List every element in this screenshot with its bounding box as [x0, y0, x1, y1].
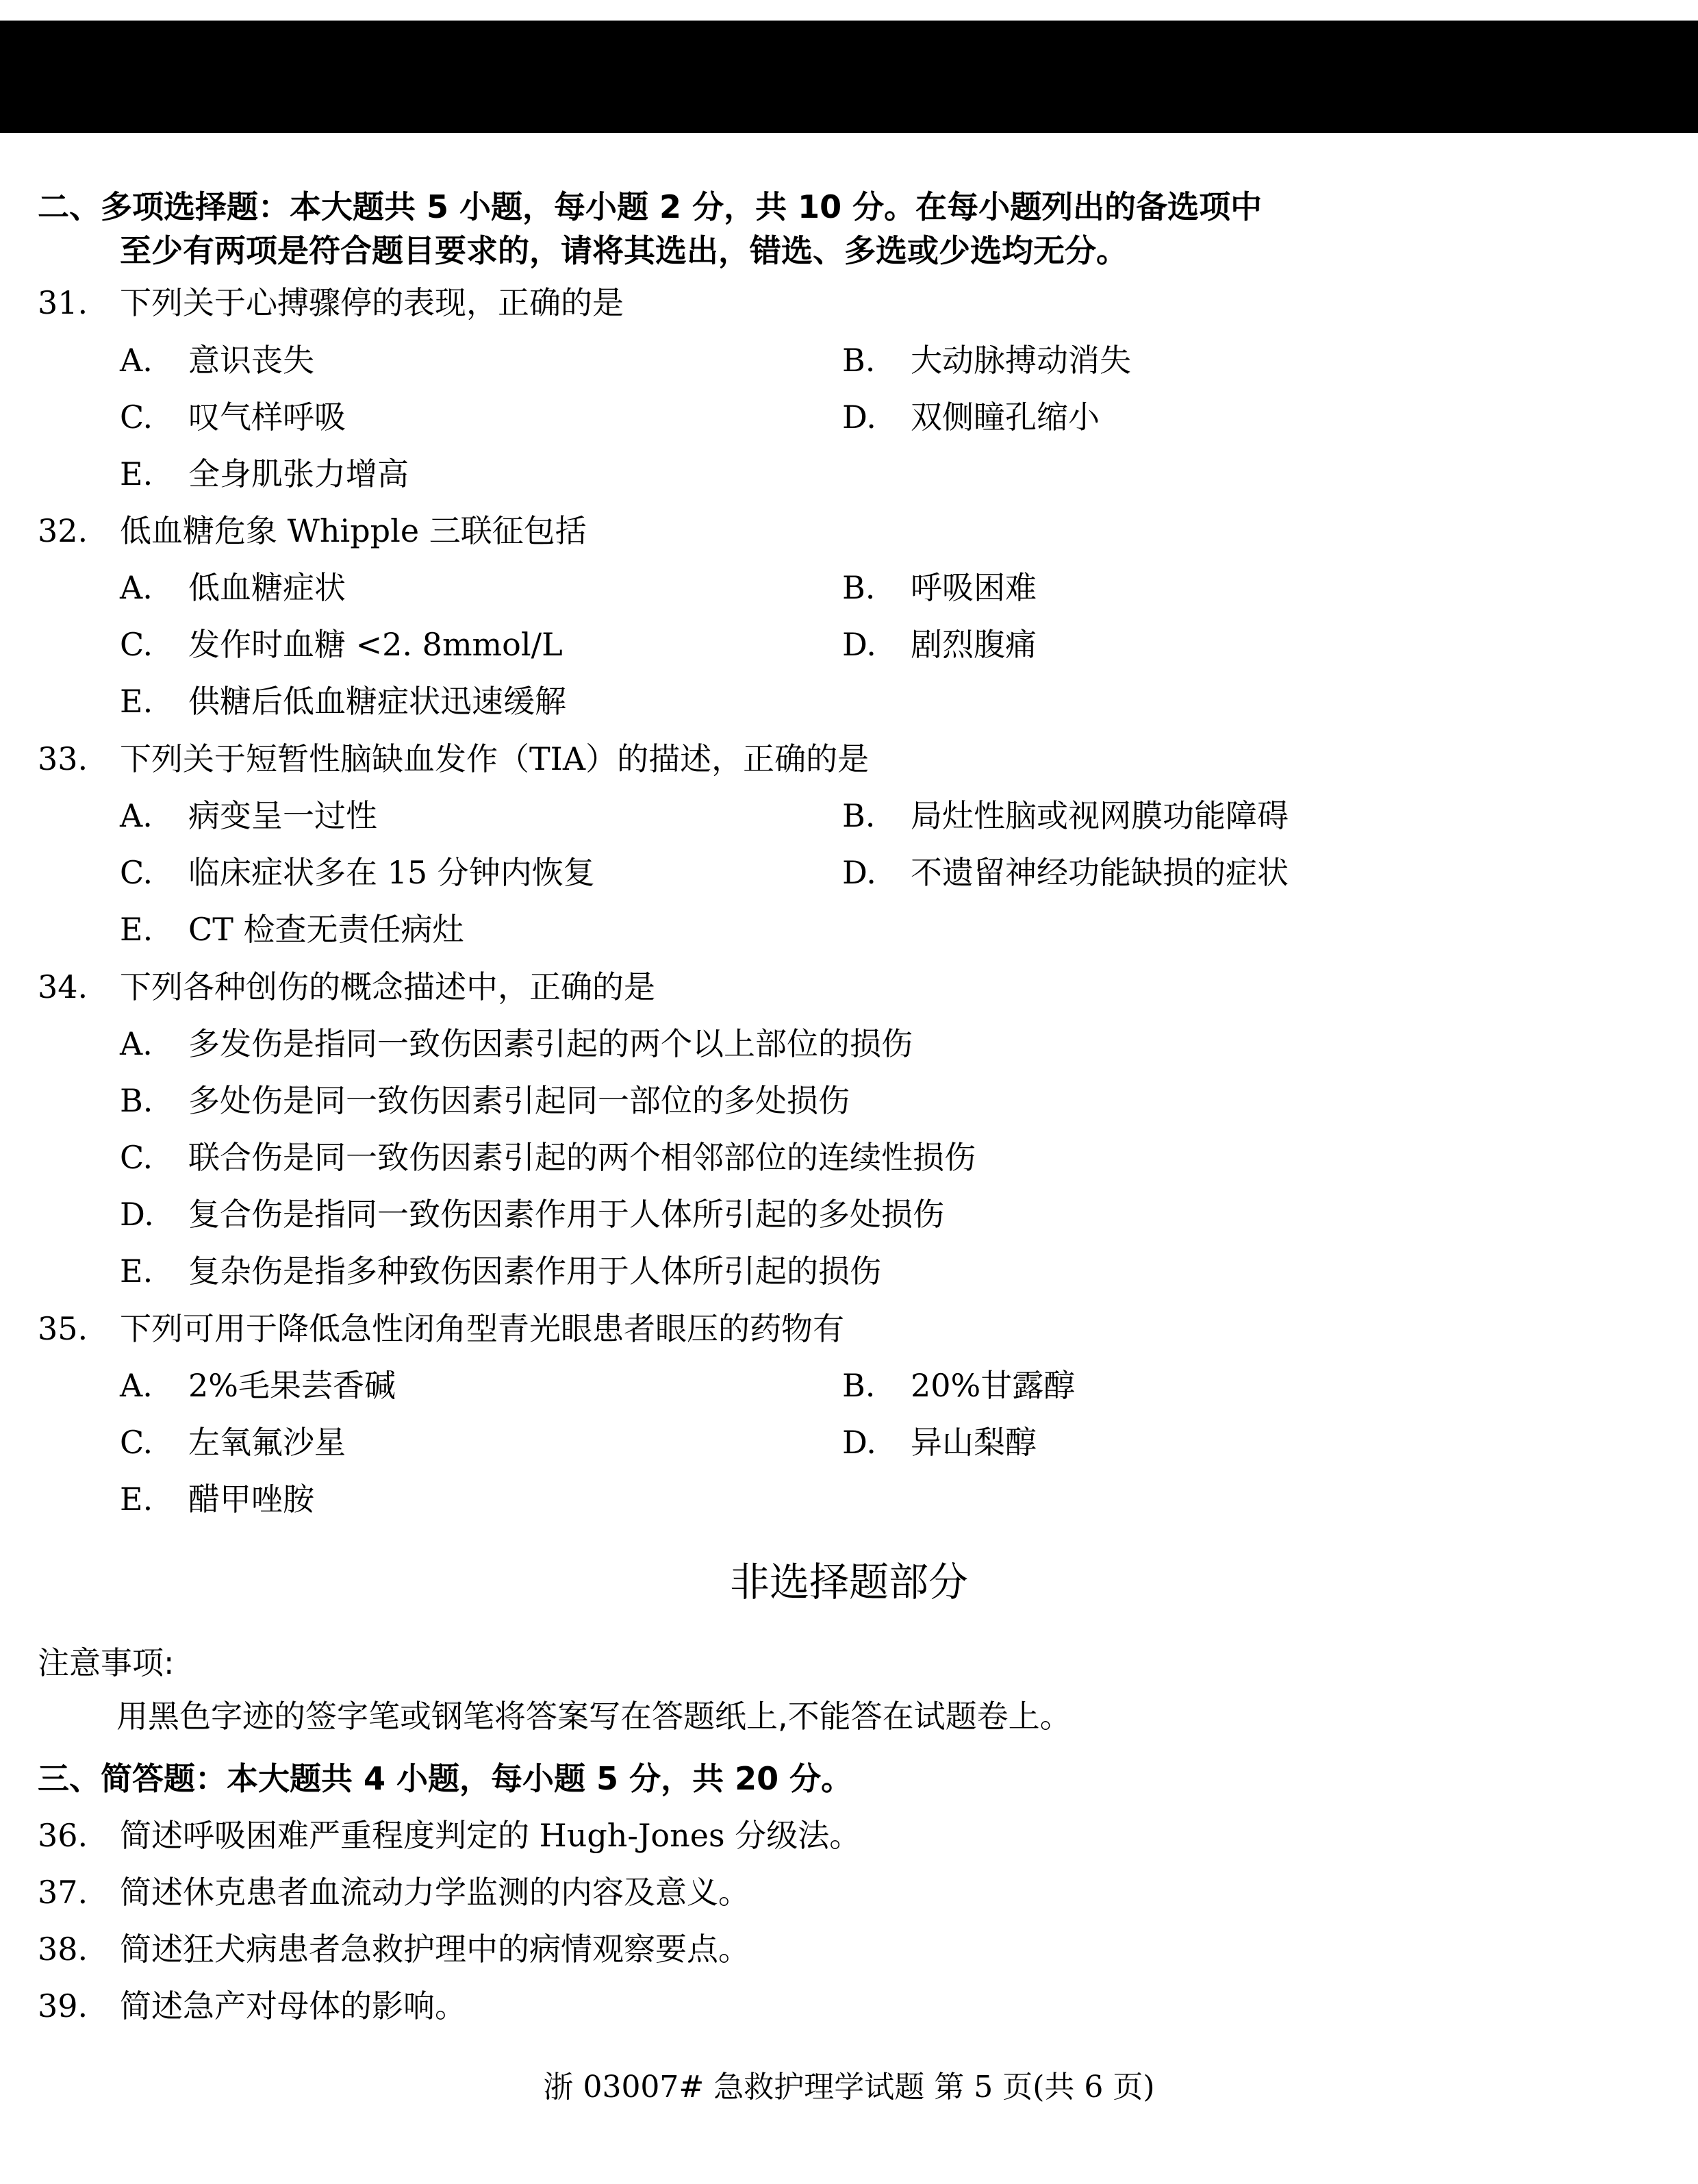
option-letter: D.: [842, 399, 876, 436]
option-letter: D.: [842, 854, 876, 891]
section2-heading-line2: 至少有两项是符合题目要求的，请将其选出，错选、多选或少选均无分。: [120, 232, 1128, 269]
option-letter: A.: [120, 1025, 153, 1062]
question-number: 33.: [38, 740, 88, 777]
option-text: 不遗留神经功能缺损的症状: [911, 854, 1289, 891]
option-32-d: [842, 624, 1037, 665]
option-33-c: [120, 852, 595, 893]
question-31: [38, 282, 624, 323]
section3-heading: 三、简答题：本大题共 4 小题，每小题 5 分，共 20 分。: [38, 1760, 853, 1797]
part2-title: 非选择题部分: [729, 1559, 968, 1605]
option-text: 低血糖症状: [188, 569, 346, 606]
option-32-a: [120, 567, 346, 608]
option-35-d: [842, 1422, 1037, 1463]
option-letter: A.: [120, 797, 153, 834]
option-text: 双侧瞳孔缩小: [911, 399, 1100, 436]
option-35-e: [120, 1479, 314, 1520]
option-text: 叹气样呼吸: [188, 399, 346, 436]
option-text: 剧烈腹痛: [911, 626, 1037, 663]
option-letter: D.: [842, 1424, 876, 1461]
option-letter: C.: [120, 626, 153, 663]
option-text: 醋甲唑胺: [188, 1481, 314, 1518]
option-text: 供糖后低血糖症状迅速缓解: [188, 683, 566, 720]
question-stem: 低血糖危象 Whipple 三联征包括: [120, 512, 587, 549]
question-39: [38, 1985, 466, 2026]
option-33-e: [120, 909, 464, 950]
question-35: [38, 1308, 844, 1349]
option-text: 20%甘露醇: [911, 1367, 1076, 1404]
question-number: 32.: [38, 512, 88, 549]
question-number: 31.: [38, 284, 88, 321]
notice-label: 注意事项:: [38, 1644, 175, 1681]
question-text: 简述呼吸困难严重程度判定的 Hugh-Jones 分级法。: [120, 1817, 861, 1854]
option-text: 呼吸困难: [911, 569, 1037, 606]
option-31-a: [120, 340, 314, 381]
option-text: CT 检查无责任病灶: [188, 911, 464, 948]
option-text: 复杂伤是指多种致伤因素作用于人体所引起的损伤: [188, 1253, 881, 1290]
question-number: 36.: [38, 1817, 88, 1854]
option-33-b: [842, 795, 1289, 836]
option-34-c: [120, 1137, 976, 1178]
option-letter: D.: [842, 626, 876, 663]
option-34-b: [120, 1080, 850, 1121]
question-number: 39.: [38, 1987, 88, 2024]
option-33-d: [842, 852, 1289, 893]
option-letter: E.: [120, 455, 153, 492]
option-32-e: [120, 681, 566, 722]
option-letter: C.: [120, 1424, 153, 1461]
option-letter: B.: [842, 1367, 876, 1404]
redaction-bar: [0, 21, 1698, 133]
option-letter: B.: [842, 797, 876, 834]
question-stem: 下列关于心搏骤停的表现，正确的是: [120, 284, 624, 321]
question-stem: 下列可用于降低急性闭角型青光眼患者眼压的药物有: [120, 1310, 844, 1347]
option-letter: E.: [120, 1481, 153, 1518]
option-letter: A.: [120, 342, 153, 379]
question-32: [38, 510, 587, 551]
option-letter: C.: [120, 1139, 153, 1176]
option-letter: C.: [120, 854, 153, 891]
question-number: 35.: [38, 1310, 88, 1347]
option-34-d: [120, 1194, 944, 1235]
option-31-d: [842, 397, 1100, 438]
question-36: [38, 1815, 861, 1856]
question-text: 简述休克患者血流动力学监测的内容及意义。: [120, 1874, 750, 1911]
option-34-e: [120, 1251, 881, 1292]
option-text: 2%毛果芸香碱: [188, 1367, 396, 1404]
option-35-b: [842, 1365, 1075, 1406]
option-text: 全身肌张力增高: [188, 455, 409, 492]
option-31-c: [120, 397, 346, 438]
question-stem: 下列各种创伤的概念描述中，正确的是: [120, 968, 655, 1005]
option-letter: E.: [120, 683, 153, 720]
option-letter: B.: [120, 1082, 153, 1119]
option-letter: C.: [120, 399, 153, 436]
option-text: 发作时血糖 <2. 8mmol/L: [188, 626, 563, 663]
question-text: 简述狂犬病患者急救护理中的病情观察要点。: [120, 1931, 750, 1968]
option-31-b: [842, 340, 1131, 381]
option-34-a: [120, 1023, 913, 1064]
option-letter: E.: [120, 911, 153, 948]
option-text: 病变呈一过性: [188, 797, 377, 834]
option-31-e: [120, 453, 409, 494]
option-text: 临床症状多在 15 分钟内恢复: [188, 854, 595, 891]
option-32-c: [120, 624, 563, 665]
question-38: [38, 1929, 750, 1970]
option-letter: E.: [120, 1253, 153, 1290]
option-35-c: [120, 1422, 346, 1463]
question-number: 34.: [38, 968, 88, 1005]
option-letter: D.: [120, 1196, 154, 1233]
notice-text: 用黑色字迹的签字笔或钢笔将答案写在答题纸上,不能答在试题卷上。: [116, 1698, 1072, 1735]
question-34: [38, 966, 655, 1007]
option-33-a: [120, 795, 377, 836]
question-number: 37.: [38, 1874, 88, 1911]
option-text: 多发伤是指同一致伤因素引起的两个以上部位的损伤: [188, 1025, 913, 1062]
option-text: 异山梨醇: [911, 1424, 1037, 1461]
option-letter: A.: [120, 1367, 153, 1404]
question-number: 38.: [38, 1931, 88, 1968]
option-letter: B.: [842, 342, 876, 379]
option-text: 意识丧失: [188, 342, 314, 379]
option-text: 大动脉搏动消失: [911, 342, 1131, 379]
option-letter: B.: [842, 569, 876, 606]
option-text: 左氧氟沙星: [188, 1424, 346, 1461]
option-text: 联合伤是同一致伤因素引起的两个相邻部位的连续性损伤: [188, 1139, 976, 1176]
question-37: [38, 1872, 750, 1913]
option-text: 局灶性脑或视网膜功能障碍: [911, 797, 1289, 834]
option-35-a: [120, 1365, 396, 1406]
question-stem: 下列关于短暂性脑缺血发作（TIA）的描述，正确的是: [120, 740, 870, 777]
option-letter: A.: [120, 569, 153, 606]
question-33: [38, 738, 869, 779]
section2-heading-line1: 二、多项选择题：本大题共 5 小题，每小题 2 分，共 10 分。在每小题列出的备选项中: [38, 188, 1263, 225]
option-text: 复合伤是指同一致伤因素作用于人体所引起的多处损伤: [188, 1196, 944, 1233]
option-text: 多处伤是同一致伤因素引起同一部位的多处损伤: [188, 1082, 850, 1119]
option-32-b: [842, 567, 1037, 608]
question-text: 简述急产对母体的影响。: [120, 1987, 466, 2024]
page-footer: 浙 03007# 急救护理学试题 第 5 页(共 6 页): [543, 2070, 1155, 2105]
